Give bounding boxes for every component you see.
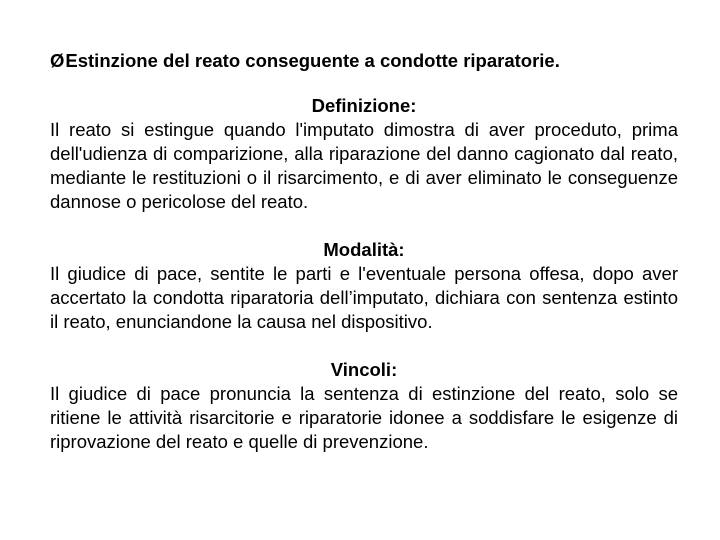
heading-text: Estinzione del reato conseguente a condotte riparatorie. — [65, 50, 560, 71]
section-body: Il giudice di pace, sentite le parti e l'eventuale persona offesa, dopo aver accertato la condotta riparatoria dell’imputato, dichiara con sentenza estinto il reato, enunciandone la causa nel dispositivo. — [50, 263, 678, 332]
slide-heading — [50, 49, 560, 73]
section-body: Il reato si estingue quando l'imputato dimostra di aver proceduto, prima dell'udienza di comparizione, alla riparazione del danno cagionato dal reato, mediante le restituzioni o il risarcimento, e di aver eliminato le conseguenze dannose o pericolose del reato. — [50, 119, 678, 212]
section-vincoli — [50, 358, 678, 454]
section-title: Definizione: — [311, 95, 417, 116]
section-title: Vincoli: — [330, 359, 398, 380]
section-title: Modalità: — [323, 239, 405, 260]
slide — [50, 0, 678, 540]
section-modalita — [50, 238, 678, 334]
section-definizione — [50, 94, 678, 214]
section-body: Il giudice di pace pronuncia la sentenza di estinzione del reato, solo se ritiene le attività risarcitorie e riparatorie idonee a soddisfare le esigenze di riprovazione del reato e quelle di prevenzione. — [50, 383, 678, 452]
arrow-bullet-icon: Ø — [50, 50, 65, 71]
